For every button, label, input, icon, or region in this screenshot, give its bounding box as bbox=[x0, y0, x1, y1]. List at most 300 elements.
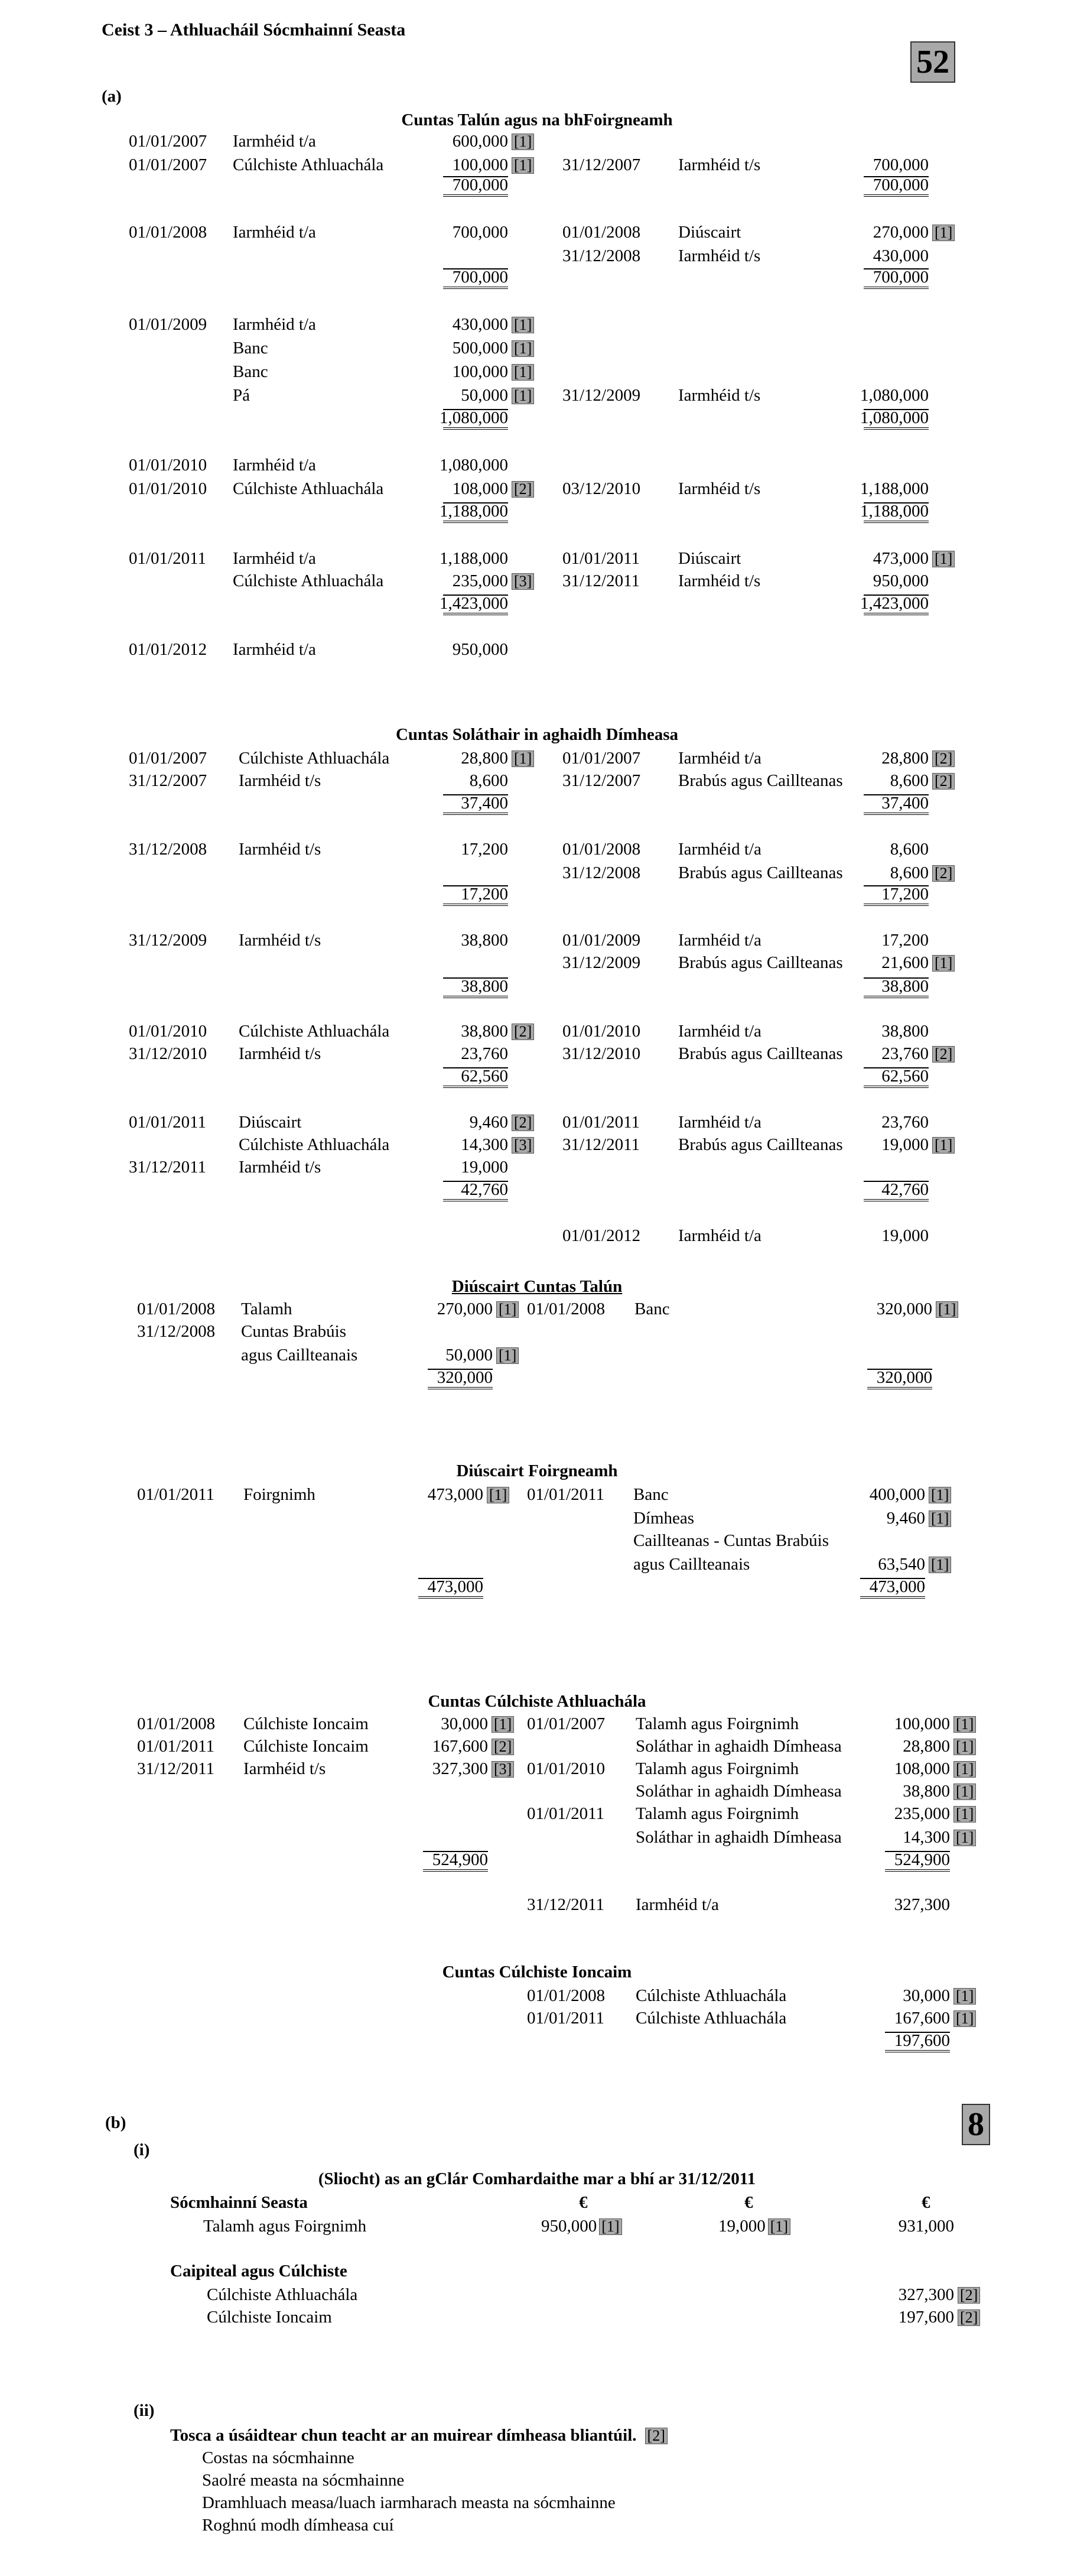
mark-badge: [1] bbox=[953, 1806, 976, 1823]
revenue-reserve-mark: [2] bbox=[955, 2307, 980, 2327]
credit-mark bbox=[951, 1827, 976, 1847]
credit-mark bbox=[951, 1986, 976, 2006]
entry-details: Brabús agus Caillteanas bbox=[678, 863, 843, 882]
entry-date: 31/12/2008 bbox=[129, 840, 207, 859]
mark-badge: [2] bbox=[932, 751, 955, 767]
ledger-rule bbox=[443, 1199, 508, 1201]
entry-details: Cúlchiste Athluachála bbox=[636, 2009, 787, 2028]
ledger-rule bbox=[864, 176, 929, 177]
ledger-rule bbox=[864, 268, 929, 269]
entry-date: 31/12/2009 bbox=[562, 386, 641, 405]
entry-details: Diúscairt bbox=[678, 549, 741, 568]
entry-details: Iarmhéid t/a bbox=[233, 315, 316, 334]
question-title: Ceist 3 – Athluacháil Sócmhainní Seasta bbox=[102, 20, 406, 40]
entry-date: 31/12/2009 bbox=[562, 953, 641, 972]
ledger-rule bbox=[864, 794, 929, 795]
debit-amount: 327,300 bbox=[432, 1759, 488, 1778]
ledger-rule bbox=[443, 1067, 508, 1068]
entry-details: agus Caillteanais bbox=[241, 1346, 358, 1365]
ledger-rule bbox=[428, 1387, 493, 1389]
credit-amount: 8,600 bbox=[890, 771, 929, 790]
entry-date: 01/01/2011 bbox=[129, 549, 207, 568]
credit-mark bbox=[951, 1736, 976, 1756]
factors-title: Tosca a úsáidtear chun teacht ar an muirear dímheasa bliantúil. [2] bbox=[170, 2425, 668, 2445]
debit-amount: 270,000 bbox=[437, 1300, 493, 1318]
debit-amount: 100,000 bbox=[452, 155, 508, 174]
ledger-rule bbox=[860, 1578, 925, 1579]
ledger-rule bbox=[860, 1596, 925, 1599]
entry-details: Talamh bbox=[241, 1300, 292, 1318]
credit-total: 1,423,000 bbox=[860, 594, 929, 613]
mark-badge: [1] bbox=[512, 751, 534, 767]
entry-details: Cúlchiste Athluachála bbox=[239, 1135, 390, 1154]
revenue-reserve-label: Cúlchiste Ioncaim bbox=[207, 2308, 332, 2327]
credit-mark bbox=[951, 1714, 976, 1734]
part-b-ii-label: (ii) bbox=[134, 2401, 155, 2420]
mark-badge: [1] bbox=[768, 2218, 790, 2235]
debit-mark bbox=[509, 385, 534, 405]
reval-reserve-mark: [2] bbox=[955, 2285, 980, 2305]
entry-details: Brabús agus Caillteanas bbox=[678, 1135, 843, 1154]
credit-total: 700,000 bbox=[873, 268, 929, 287]
ledger-rule bbox=[443, 904, 508, 906]
ledger-rule bbox=[885, 1851, 950, 1852]
ledger-rule bbox=[885, 2050, 950, 2052]
entry-details: Cúlchiste Athluachála bbox=[239, 749, 390, 768]
entry-details: Iarmhéid t/a bbox=[233, 132, 316, 151]
ledger-rule bbox=[428, 1369, 493, 1370]
mark-badge: [1] bbox=[953, 1716, 976, 1733]
mark-badge: [1] bbox=[932, 225, 955, 241]
ledger-rule bbox=[885, 2032, 950, 2033]
revenue-reserve-title: Cuntas Cúlchiste Ioncaim bbox=[442, 1963, 632, 1981]
mark-badge: [1] bbox=[496, 1347, 519, 1364]
debit-total: 1,188,000 bbox=[440, 502, 508, 521]
credit-mark bbox=[930, 863, 955, 883]
entry-date: 31/12/2008 bbox=[562, 246, 641, 265]
mark-badge: [1] bbox=[932, 551, 955, 567]
credit-amount: 167,600 bbox=[894, 2009, 950, 2028]
ledger-rule bbox=[864, 409, 929, 410]
credit-total: 42,760 bbox=[881, 1180, 929, 1199]
credit-amount: 23,760 bbox=[881, 1113, 929, 1132]
debit-mark bbox=[509, 571, 534, 591]
mark-badge: [1] bbox=[512, 317, 534, 333]
credit-amount: 23,760 bbox=[881, 1044, 929, 1063]
entry-details: Talamh agus Foirgnimh bbox=[636, 1714, 799, 1733]
debit-mark bbox=[489, 1736, 514, 1756]
entry-date: 01/01/2007 bbox=[527, 1714, 606, 1733]
part-a-label: (a) bbox=[102, 87, 122, 106]
revenue-reserve-value: 197,600 bbox=[898, 2308, 954, 2327]
debit-amount: 473,000 bbox=[427, 1485, 483, 1504]
debit-amount: 23,760 bbox=[461, 1044, 508, 1063]
entry-date: 01/01/2010 bbox=[562, 1022, 641, 1041]
debit-mark bbox=[489, 1759, 514, 1779]
entry-details: Cúlchiste Athluachála bbox=[233, 479, 384, 498]
entry-date: 31/12/2007 bbox=[562, 155, 641, 174]
credit-amount: 21,600 bbox=[881, 953, 929, 972]
entry-date: 01/01/2011 bbox=[527, 1485, 605, 1504]
debit-mark bbox=[494, 1345, 519, 1365]
credit-mark bbox=[930, 1135, 955, 1155]
entry-details: Iarmhéid t/a bbox=[678, 1226, 761, 1245]
entry-details: Iarmhéid t/s bbox=[243, 1759, 326, 1778]
debit-total: 1,423,000 bbox=[440, 594, 508, 613]
entry-date: 31/12/2010 bbox=[562, 1044, 641, 1063]
debit-amount: 30,000 bbox=[441, 1714, 488, 1733]
debit-mark bbox=[509, 362, 534, 382]
entry-details: Iarmhéid t/s bbox=[678, 155, 761, 174]
credit-amount: 63,540 bbox=[878, 1555, 925, 1574]
ledger-rule bbox=[864, 613, 929, 615]
entry-details: Iarmhéid t/s bbox=[678, 246, 761, 265]
credit-amount: 28,800 bbox=[881, 749, 929, 768]
debit-mark bbox=[489, 1714, 514, 1734]
entry-date: 01/01/2011 bbox=[129, 1113, 207, 1132]
entry-date: 31/12/2007 bbox=[129, 771, 207, 790]
debit-mark bbox=[509, 748, 534, 768]
land-buildings-label: Talamh agus Foirgnimh bbox=[203, 2217, 367, 2236]
mark-badge: [2] bbox=[512, 481, 534, 498]
debit-total: 700,000 bbox=[452, 268, 508, 287]
entry-details: Brabús agus Caillteanas bbox=[678, 771, 843, 790]
entry-details: Iarmhéid t/a bbox=[678, 1022, 761, 1041]
ledger-rule bbox=[864, 287, 929, 289]
credit-total: 37,400 bbox=[881, 794, 929, 813]
credit-amount: 9,460 bbox=[886, 1509, 925, 1528]
entry-date: 01/01/2008 bbox=[129, 223, 207, 242]
credit-total: 1,080,000 bbox=[860, 408, 929, 427]
debit-amount: 1,188,000 bbox=[440, 549, 508, 568]
mark-badge: [1] bbox=[953, 1988, 976, 2005]
entry-date: 31/12/2011 bbox=[129, 1158, 207, 1177]
credit-amount: 38,800 bbox=[903, 1782, 950, 1801]
ledger-rule bbox=[885, 1869, 950, 1872]
mark-badge: [1] bbox=[599, 2218, 621, 2235]
debit-mark bbox=[509, 1112, 534, 1132]
ledger-rule bbox=[864, 427, 929, 430]
credit-mark bbox=[926, 1508, 951, 1528]
mark-badge: [1] bbox=[936, 1301, 958, 1318]
entry-date: 31/12/2010 bbox=[129, 1044, 207, 1063]
reval-reserve-label: Cúlchiste Athluachála bbox=[207, 2285, 358, 2304]
entry-details: Cúlchiste Athluachála bbox=[233, 571, 384, 590]
ledger-rule bbox=[443, 813, 508, 815]
entry-details: Iarmhéid t/s bbox=[239, 931, 321, 950]
entry-date: 01/01/2009 bbox=[129, 315, 207, 334]
credit-mark bbox=[926, 1554, 951, 1574]
debit-amount: 600,000 bbox=[452, 132, 508, 151]
credit-amount: 950,000 bbox=[873, 571, 929, 590]
debit-amount: 9,460 bbox=[469, 1113, 508, 1132]
mark-badge: [1] bbox=[953, 2010, 976, 2027]
debit-amount: 950,000 bbox=[452, 640, 508, 659]
credit-amount: 17,200 bbox=[881, 931, 929, 950]
debit-mark bbox=[509, 131, 534, 151]
mark-badge: [1] bbox=[512, 388, 534, 404]
mark-badge: [3] bbox=[512, 573, 534, 590]
entry-details: Soláthar in aghaidh Dímheasa bbox=[636, 1828, 842, 1847]
debit-amount: 19,000 bbox=[461, 1158, 508, 1177]
entry-details: Iarmhéid t/s bbox=[678, 386, 761, 405]
mark-badge: [1] bbox=[932, 1137, 955, 1154]
credit-amount: 8,600 bbox=[890, 840, 929, 859]
debit-total: 37,400 bbox=[461, 794, 508, 813]
ledger-rule bbox=[864, 996, 929, 998]
credit-mark bbox=[930, 748, 955, 768]
debit-total: 1,080,000 bbox=[440, 408, 508, 427]
mark-badge: [1] bbox=[512, 157, 534, 174]
entry-details: Talamh agus Foirgnimh bbox=[636, 1804, 799, 1823]
debit-total: 320,000 bbox=[437, 1368, 493, 1387]
credit-total: 473,000 bbox=[869, 1577, 925, 1596]
credit-total: 62,560 bbox=[881, 1067, 929, 1086]
debit-mark bbox=[509, 1135, 534, 1155]
entry-details: Iarmhéid t/s bbox=[239, 771, 321, 790]
reval-reserve-value: 327,300 bbox=[898, 2285, 954, 2304]
entry-date: 01/01/2011 bbox=[562, 1113, 640, 1132]
mark-badge: [1] bbox=[492, 1716, 514, 1733]
credit-mark bbox=[930, 953, 955, 973]
entry-date: 31/12/2011 bbox=[137, 1759, 215, 1778]
land-buildings-nbv: 931,000 bbox=[898, 2217, 954, 2236]
entry-date: 31/12/2008 bbox=[137, 1322, 216, 1341]
mark-badge: [1] bbox=[953, 1739, 976, 1755]
credit-amount: 1,188,000 bbox=[860, 479, 929, 498]
mark-badge: [2] bbox=[512, 1024, 534, 1040]
credit-amount: 28,800 bbox=[903, 1737, 950, 1756]
debit-amount: 50,000 bbox=[445, 1346, 493, 1365]
ledger-rule bbox=[443, 176, 508, 177]
mark-badge: [2] bbox=[492, 1739, 514, 1755]
ledger-rule bbox=[418, 1578, 483, 1579]
reval-reserve-title: Cuntas Cúlchiste Athluachála bbox=[428, 1692, 646, 1711]
entry-details: Soláthar in aghaidh Dímheasa bbox=[636, 1782, 842, 1801]
debit-mark bbox=[509, 479, 534, 499]
entry-date: 31/12/2011 bbox=[562, 571, 640, 590]
mark-badge: [1] bbox=[929, 1487, 951, 1503]
mark-badge: [1] bbox=[512, 134, 534, 150]
debit-mark bbox=[509, 1021, 534, 1041]
land-disposal-title: Diúscairt Cuntas Talún bbox=[451, 1277, 623, 1296]
debit-total: 473,000 bbox=[427, 1577, 483, 1596]
credit-amount: 700,000 bbox=[873, 155, 929, 174]
credit-amount: 400,000 bbox=[869, 1485, 925, 1504]
ledger-rule bbox=[443, 613, 508, 615]
ledger-rule bbox=[867, 1369, 932, 1370]
entry-details: Cúlchiste Athluachála bbox=[239, 1022, 390, 1041]
entry-details: Talamh agus Foirgnimh bbox=[636, 1759, 799, 1778]
entry-date: 31/12/2008 bbox=[562, 863, 641, 882]
entry-date: 31/12/2011 bbox=[527, 1895, 605, 1914]
credit-amount: 235,000 bbox=[894, 1804, 950, 1823]
land-account-title: Cuntas Talún agus na bhFoirgneamh bbox=[401, 111, 673, 129]
entry-details: Brabús agus Caillteanas bbox=[678, 953, 843, 972]
entry-details: Cúlchiste Ioncaim bbox=[243, 1714, 369, 1733]
ledger-rule bbox=[864, 194, 929, 197]
credit-mark bbox=[951, 1781, 976, 1801]
debit-amount: 430,000 bbox=[452, 315, 508, 334]
entry-details: Banc bbox=[633, 1485, 669, 1504]
entry-date: 01/01/2010 bbox=[129, 1022, 207, 1041]
credit-total: 320,000 bbox=[876, 1368, 932, 1387]
credit-total: 524,900 bbox=[894, 1850, 950, 1869]
debit-total: 38,800 bbox=[461, 977, 508, 996]
ledger-rule bbox=[443, 502, 508, 503]
entry-details: Diúscairt bbox=[678, 223, 741, 242]
debit-amount: 17,200 bbox=[461, 840, 508, 859]
entry-date: 31/12/2011 bbox=[562, 1135, 640, 1154]
credit-mark bbox=[951, 1804, 976, 1824]
factor-item: Dramhluach measa/luach iarmharach measta na sócmhainne bbox=[202, 2493, 616, 2512]
ledger-rule bbox=[418, 1596, 483, 1599]
credit-amount: 30,000 bbox=[903, 1986, 950, 2005]
credit-amount: 38,800 bbox=[881, 1022, 929, 1041]
factor-item: Roghnú modh dímheasa cuí bbox=[202, 2516, 394, 2535]
entry-date: 01/01/2011 bbox=[137, 1485, 215, 1504]
entry-details: Iarmhéid t/a bbox=[233, 223, 316, 242]
credit-mark bbox=[926, 1484, 951, 1505]
currency-col-3: € bbox=[922, 2193, 930, 2212]
ledger-rule bbox=[443, 595, 508, 596]
debit-amount: 108,000 bbox=[452, 479, 508, 498]
entry-date: 01/01/2007 bbox=[129, 132, 207, 151]
mark-badge: [1] bbox=[953, 1784, 976, 1800]
entry-date: 01/01/2008 bbox=[562, 840, 641, 859]
debit-amount: 50,000 bbox=[461, 386, 508, 405]
ledger-rule bbox=[443, 409, 508, 410]
credit-total: 38,800 bbox=[881, 977, 929, 996]
entry-date: 01/01/2008 bbox=[562, 223, 641, 242]
entry-details: Iarmhéid t/s bbox=[678, 479, 761, 498]
credit-amount: 473,000 bbox=[873, 549, 929, 568]
debit-total: 42,760 bbox=[461, 1180, 508, 1199]
entry-date: 01/01/2008 bbox=[137, 1714, 216, 1733]
entry-details: Cúlchiste Athluachála bbox=[233, 155, 384, 174]
credit-mark bbox=[933, 1299, 958, 1319]
balance-sheet-title: (Sliocht) as an gClár Comhardaithe mar a bhí ar 31/12/2011 bbox=[318, 2169, 756, 2188]
ledger-rule bbox=[864, 502, 929, 503]
entry-date: 01/01/2010 bbox=[129, 479, 207, 498]
entry-details: agus Caillteanais bbox=[633, 1555, 750, 1574]
ledger-rule bbox=[864, 904, 929, 906]
entry-date: 31/12/2009 bbox=[129, 931, 207, 950]
credit-total: 1,188,000 bbox=[860, 502, 929, 521]
debit-total: 700,000 bbox=[452, 176, 508, 194]
factor-item: Costas na sócmhainne bbox=[202, 2448, 354, 2467]
debit-mark bbox=[509, 155, 534, 175]
ledger-rule bbox=[864, 595, 929, 596]
credit-amount: 100,000 bbox=[894, 1714, 950, 1733]
entry-details: Iarmhéid t/a bbox=[233, 456, 316, 475]
ledger-rule bbox=[864, 1199, 929, 1201]
debit-mark bbox=[484, 1484, 509, 1505]
currency-col-1: € bbox=[579, 2193, 588, 2212]
entry-details: Iarmhéid t/a bbox=[233, 549, 316, 568]
ledger-rule bbox=[443, 287, 508, 289]
debit-amount: 167,600 bbox=[432, 1737, 488, 1756]
entry-date: 01/01/2008 bbox=[137, 1300, 216, 1318]
mark-badge: [2] bbox=[932, 1046, 955, 1063]
debit-amount: 500,000 bbox=[452, 339, 508, 358]
factor-item: Saolré measta na sócmhainne bbox=[202, 2471, 405, 2490]
mark-badge: [1] bbox=[929, 1557, 951, 1573]
ledger-rule bbox=[443, 1181, 508, 1182]
ledger-rule bbox=[443, 194, 508, 197]
credit-mark bbox=[930, 771, 955, 791]
entry-details: Iarmhéid t/s bbox=[239, 1044, 321, 1063]
ledger-rule bbox=[423, 1869, 488, 1872]
fixed-assets-heading: Sócmhainní Seasta bbox=[170, 2193, 308, 2212]
building-disposal-title: Diúscairt Foirgneamh bbox=[456, 1461, 618, 1480]
entry-details: Iarmhéid t/a bbox=[636, 1895, 719, 1914]
debit-amount: 1,080,000 bbox=[440, 456, 508, 475]
credit-amount: 320,000 bbox=[876, 1300, 932, 1318]
ledger-rule bbox=[423, 1851, 488, 1852]
ledger-rule bbox=[864, 1086, 929, 1088]
mark-badge: [1] bbox=[953, 1761, 976, 1778]
entry-details: Iarmhéid t/a bbox=[678, 1113, 761, 1132]
entry-date: 01/01/2007 bbox=[129, 749, 207, 768]
ledger-rule bbox=[443, 977, 508, 979]
credit-amount: 8,600 bbox=[890, 863, 929, 882]
debit-total: 17,200 bbox=[461, 885, 508, 904]
ledger-rule bbox=[864, 885, 929, 886]
mark-badge: [1] bbox=[512, 364, 534, 381]
entry-details: Dímheas bbox=[633, 1509, 695, 1528]
credit-amount: 327,300 bbox=[894, 1895, 950, 1914]
entry-details: Iarmhéid t/s bbox=[678, 571, 761, 590]
ledger-rule bbox=[864, 813, 929, 815]
entry-details: Caillteanas - Cuntas Brabúis bbox=[633, 1531, 829, 1550]
mark-badge: [1] bbox=[496, 1301, 519, 1318]
entry-details: Iarmhéid t/a bbox=[678, 749, 761, 768]
entry-date: 01/01/2012 bbox=[562, 1226, 641, 1245]
credit-amount: 19,000 bbox=[881, 1226, 929, 1245]
debit-amount: 700,000 bbox=[452, 223, 508, 242]
entry-details: Diúscairt bbox=[239, 1113, 302, 1132]
ledger-rule bbox=[443, 521, 508, 523]
entry-date: 01/01/2011 bbox=[527, 1804, 605, 1823]
debit-amount: 8,600 bbox=[469, 771, 508, 790]
entry-details: Pá bbox=[233, 386, 250, 405]
credit-amount: 19,000 bbox=[881, 1135, 929, 1154]
land-buildings-cost: 950,000 [1] bbox=[541, 2216, 622, 2236]
credit-mark bbox=[951, 2008, 976, 2028]
entry-details: Banc bbox=[233, 339, 268, 358]
mark-badge: [1] bbox=[953, 1830, 976, 1846]
entry-date: 03/12/2010 bbox=[562, 479, 641, 498]
mark-badge: [1] bbox=[512, 340, 534, 357]
entry-details: Iarmhéid t/s bbox=[239, 840, 321, 859]
credit-mark bbox=[930, 1044, 955, 1064]
credit-mark bbox=[930, 548, 955, 569]
debit-mark bbox=[509, 338, 534, 358]
debit-amount: 235,000 bbox=[452, 571, 508, 590]
mark-badge: [2] bbox=[932, 773, 955, 790]
entry-date: 01/01/2011 bbox=[527, 2009, 605, 2028]
entry-date: 01/01/2007 bbox=[562, 749, 641, 768]
ledger-rule bbox=[443, 268, 508, 269]
debit-total: 62,560 bbox=[461, 1067, 508, 1086]
ledger-rule bbox=[864, 977, 929, 979]
credit-amount: 1,080,000 bbox=[860, 386, 929, 405]
debit-mark bbox=[494, 1299, 519, 1319]
capital-reserves-heading: Caipiteal agus Cúlchiste bbox=[170, 2262, 347, 2281]
entry-date: 01/01/2011 bbox=[562, 549, 640, 568]
entry-date: 01/01/2010 bbox=[527, 1759, 606, 1778]
